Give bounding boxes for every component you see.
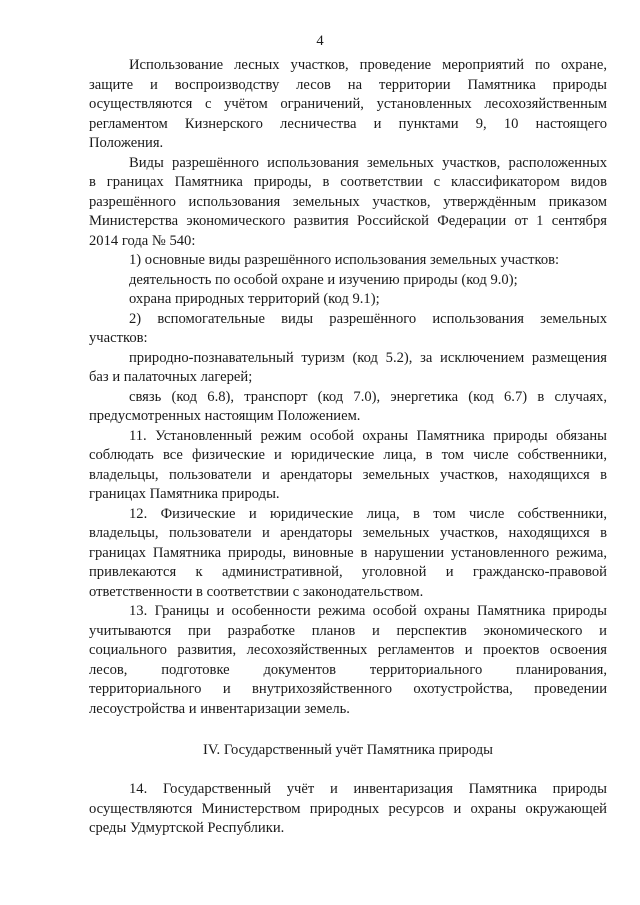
- section-heading: IV. Государственный учёт Памятника природы: [203, 742, 493, 758]
- text-line: привлекаются к административной, уголовной и гражданско-правовой: [89, 564, 607, 580]
- text-line: Положения.: [89, 135, 164, 151]
- text-line: осуществляются Министерством природных ресурсов и охраны окружающей: [89, 800, 607, 817]
- document-body: [89, 56, 607, 839]
- text-line: Использование лесных участков, проведение мероприятий по охране,: [129, 57, 607, 73]
- text-line: участков:: [89, 330, 148, 346]
- text-line: учитываются при разработке планов и перспектив экономического и: [89, 622, 607, 639]
- text-line: предусмотренных настоящим Положением.: [89, 408, 361, 424]
- text-line: связь (код 6.8), транспорт (код 7.0), энергетика (код 6.7) в случаях,: [129, 388, 607, 405]
- text-line: лесоустройства и инвентаризации земель.: [89, 700, 350, 717]
- list-item-tourism: [89, 349, 607, 388]
- paragraph-forest-use: [89, 56, 607, 154]
- list-item-auxiliary-uses: [89, 310, 607, 349]
- text-line: 13. Границы и особенности режима особой охраны Памятника природы: [129, 603, 607, 619]
- paragraph-item-14: [89, 780, 607, 839]
- text-line: 2014 года № 540:: [89, 232, 196, 249]
- spacer: [89, 719, 607, 739]
- text-line: лесов, подготовке документов территориального планирования,: [89, 661, 607, 678]
- text-line: владельцы, пользователи и арендаторы земельных участков, находящихся в: [89, 525, 607, 541]
- text-line: ответственности в соответствии с законодательством.: [89, 583, 424, 600]
- text-line: социального развития, лесохозяйственных регламентов и проектов освоения: [89, 642, 607, 658]
- text-line: соблюдать все физические и юридические лица, в том числе собственники,: [89, 447, 607, 463]
- text-line: границах Памятника природы.: [89, 486, 280, 502]
- text-line: 12. Физические и юридические лица, в том числе собственники,: [129, 505, 607, 522]
- page-number: 4: [316, 33, 324, 49]
- paragraph-item-12: [89, 505, 607, 603]
- text-line: владельцы, пользователи и арендаторы земельных участков, находящихся в: [89, 466, 607, 483]
- spacer: [89, 761, 607, 780]
- text-line: регламентом Кизнерского лесничества и пунктами 9, 10 настоящего: [89, 115, 607, 132]
- paragraph-permitted-use: [89, 154, 607, 252]
- text-line: среды Удмуртской Республики.: [89, 820, 285, 836]
- text-line: 11. Установленный режим особой охраны Памятника природы обязаны: [129, 427, 607, 444]
- text-line: охрана природных территорий (код 9.1);: [129, 291, 380, 307]
- list-item-communications: [89, 388, 607, 427]
- list-item-main-uses: [89, 251, 607, 271]
- text-line: 2) вспомогательные виды разрешённого использования земельных: [129, 310, 607, 327]
- text-line: разрешённого использования земельных участков, утверждённым приказом: [89, 193, 607, 210]
- text-line: 1) основные виды разрешённого использования земельных участков:: [129, 252, 560, 268]
- text-line: 14. Государственный учёт и инвентаризация Памятника природы: [129, 781, 607, 797]
- text-line: Министерства экономического развития Российской Федерации от 1 сентября: [89, 213, 607, 229]
- text-line: осуществляются с учётом ограничений, установленных лесохозяйственным: [89, 96, 607, 112]
- text-line: баз и палаточных лагерей;: [89, 369, 253, 385]
- list-item-nature-study: [89, 271, 607, 291]
- text-line: в границах Памятника природы, в соответствии с классификатором видов: [89, 174, 607, 190]
- list-item-nature-protection: [89, 290, 607, 310]
- text-line: природно-познавательный туризм (код 5.2), за исключением размещения: [129, 349, 607, 366]
- paragraph-item-11: [89, 427, 607, 505]
- text-line: деятельность по особой охране и изучению природы (код 9.0);: [129, 271, 518, 288]
- text-line: границах Памятника природы, виновные в нарушении установленного режима,: [89, 544, 607, 561]
- text-line: территориального и внутрихозяйственного охотустройства, проведении: [89, 681, 607, 697]
- paragraph-item-13: [89, 602, 607, 719]
- text-line: Виды разрешённого использования земельных участков, расположенных: [129, 154, 607, 171]
- text-line: защите и воспроизводству лесов на территории Памятника природы: [89, 76, 607, 93]
